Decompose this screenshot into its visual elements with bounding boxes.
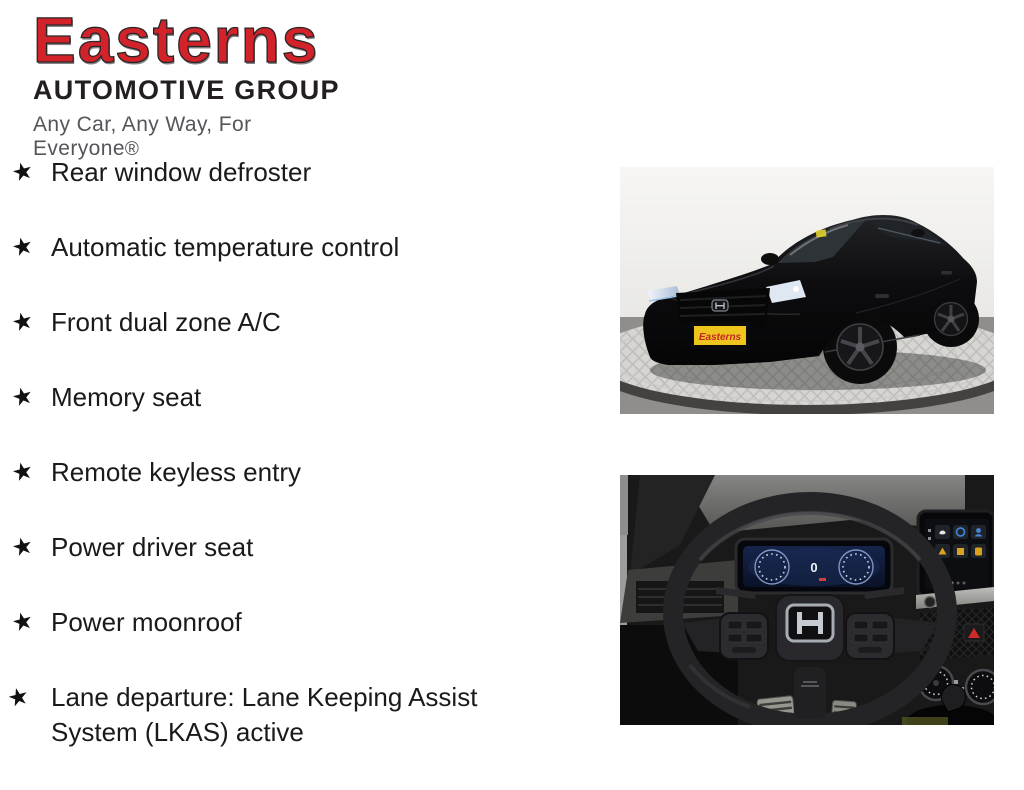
cluster-red-telltale xyxy=(819,578,826,581)
star-bullet-icon: ★ xyxy=(8,156,37,188)
front-wheel xyxy=(837,324,883,370)
feature-item xyxy=(8,605,547,640)
instrument-cluster xyxy=(736,539,892,593)
feature-item xyxy=(8,230,547,265)
star-bullet-icon: ★ xyxy=(8,306,37,338)
profile-app-icon xyxy=(976,528,981,533)
side-mirror xyxy=(761,253,779,265)
vehicle-exterior-photo xyxy=(620,167,994,414)
right-button-pod xyxy=(846,613,894,659)
windshield-sticker xyxy=(816,229,827,237)
feature-text: Lane departure: Lane Keeping Assist System (LKAS) active xyxy=(51,682,478,747)
feature-item xyxy=(8,530,547,565)
star-bullet-icon: ★ xyxy=(8,381,37,413)
feature-item xyxy=(8,455,547,490)
brand-name: Easterns xyxy=(33,4,320,76)
feature-item xyxy=(4,680,547,750)
hazard-button xyxy=(964,624,984,641)
dealer-logo xyxy=(33,4,363,161)
trim-knob xyxy=(925,597,936,608)
amber-app-icon xyxy=(975,548,982,556)
feature-text: Rear window defroster xyxy=(51,157,312,187)
feature-item xyxy=(8,380,547,415)
speedometer-reading: 0 xyxy=(810,560,818,575)
star-bullet-icon: ★ xyxy=(8,606,37,638)
door-handle xyxy=(941,271,952,275)
vehicle-feature-list xyxy=(4,155,547,790)
tagline-text: Any Car, Any Way, For Everyone xyxy=(33,113,252,160)
headlight-glint xyxy=(793,286,799,292)
star-bullet-icon: ★ xyxy=(8,456,37,488)
amber-app-icon xyxy=(957,548,964,555)
far-side-mirror xyxy=(911,229,925,237)
plate-text: Easterns xyxy=(698,332,742,343)
feature-text: Remote keyless entry xyxy=(51,457,301,487)
feature-text: Power moonroof xyxy=(51,607,242,637)
climate-knob-right xyxy=(966,670,994,704)
feature-text: Power driver seat xyxy=(51,532,254,562)
interior-photo-illustration xyxy=(620,475,994,725)
brand-tagline xyxy=(33,113,363,161)
star-bullet-icon: ★ xyxy=(8,231,37,263)
door-handle xyxy=(875,294,889,298)
star-bullet-icon: ★ xyxy=(4,681,33,714)
footwell-reflection xyxy=(902,717,948,725)
feature-text: Memory seat xyxy=(51,382,202,412)
honda-emblem xyxy=(712,300,728,311)
feature-text: Front dual zone A/C xyxy=(51,307,281,337)
rear-wheel xyxy=(935,303,968,336)
left-button-pod xyxy=(720,613,768,659)
bottom-spoke xyxy=(794,667,826,719)
window-sliver xyxy=(620,475,628,535)
feature-text: Automatic temperature control xyxy=(51,232,400,262)
feature-item xyxy=(8,305,547,340)
star-bullet-icon: ★ xyxy=(8,531,37,563)
brand-subtitle: AUTOMOTIVE GROUP xyxy=(33,75,340,105)
feature-item xyxy=(8,155,547,190)
registered-trademark-symbol: ® xyxy=(124,139,140,160)
front-license-plate xyxy=(690,322,750,352)
honda-h-emblem xyxy=(787,605,833,641)
exterior-photo-illustration xyxy=(620,167,994,414)
vehicle-interior-photo xyxy=(620,475,994,725)
